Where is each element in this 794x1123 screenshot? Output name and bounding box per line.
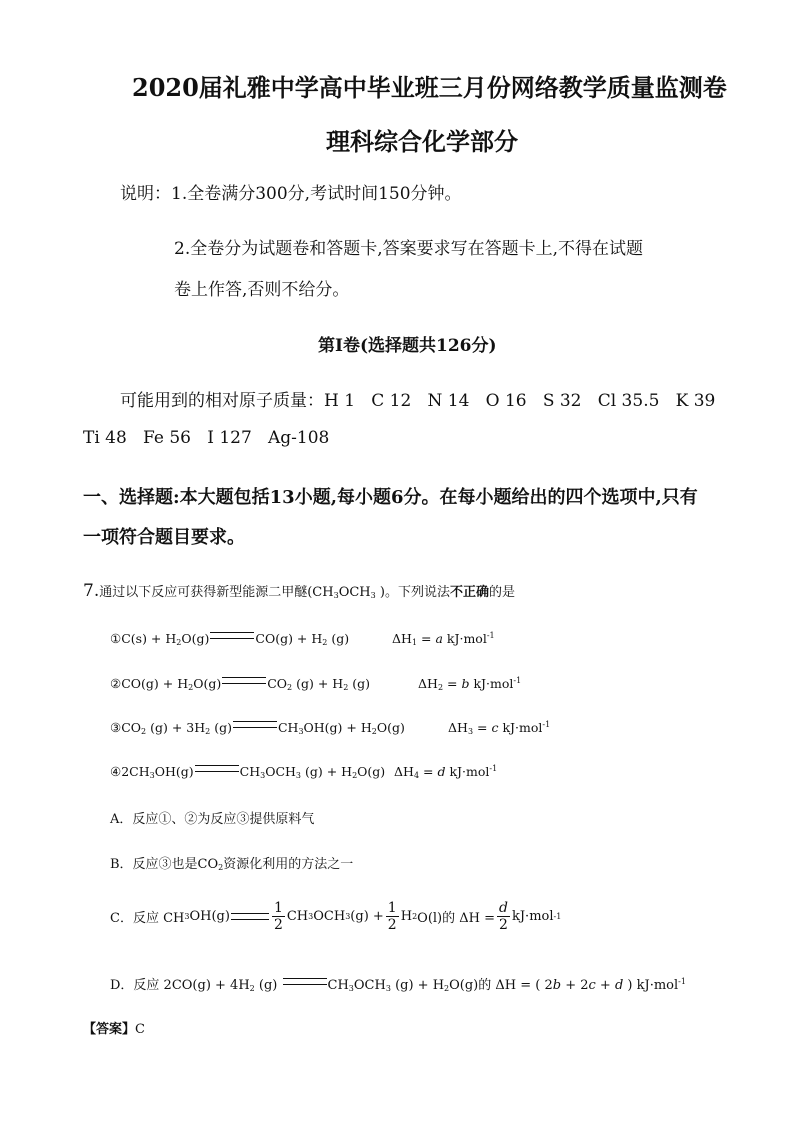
reaction-4-enthalpy: $\Delta H_4 = d$ kJ·mol$^{-1}$ xyxy=(394,764,498,780)
fraction-one-half: $\frac{1}{2}$ xyxy=(387,900,397,933)
reaction-1-enthalpy: $\Delta H_1 = a$ kJ·mol$^{-1}$ xyxy=(392,631,495,647)
emphasis-not-correct: 不正确 xyxy=(449,585,489,600)
exam-subtitle: 理科综合化学部分 xyxy=(326,127,518,156)
option-a: A．反应①、②为反应③提供原料气 xyxy=(110,812,315,827)
question-number: 7. xyxy=(83,581,100,601)
reaction-2-equation: ②CO(g) + $H_2O(g)$ $CO_2$ $(g) + H_2$ (g) xyxy=(110,676,371,692)
notes-item-1: 1.全卷满分300分,考试时间150分钟。 xyxy=(171,184,462,204)
reaction-3-equation: $③CO_2$ $(g) + 3H_2$ (g) $CH_3OH(g) + H_2O(g)$ xyxy=(110,720,405,736)
fraction-one-half: $\frac{1}{2}$ xyxy=(273,900,283,933)
reaction-4-equation: $④2CH_3OH(g)$ $CH_3OCH_3$ $(g) + H_2O(g)$ xyxy=(110,764,386,780)
section-heading-line-1: 一、选择题:本大题包括13小题,每小题6分。在每小题给出的四个选项中,只有 xyxy=(83,487,698,508)
equilibrium-sign xyxy=(283,978,327,985)
reaction-2-enthalpy: $\Delta H_2 = b$ kJ·mol$^{-1}$ xyxy=(418,676,522,692)
atomic-mass-line-1: 可能用到的相对原子质量：H 1 C 12 N 14 O 16 S 32 Cl 35.5 K 39 xyxy=(120,391,716,411)
equilibrium-sign xyxy=(210,632,254,639)
notes-line-1 xyxy=(120,179,462,204)
notes-item-2-line-1: 2.全卷分为试题卷和答题卡,答案要求写在答题卡上,不得在试题 xyxy=(174,239,644,259)
reaction-1-equation: ①C(s) + $H_2O(g) CO(g) + H_2$ (g) xyxy=(110,631,350,647)
question-stem: 7.通过以下反应可获得新型能源二甲醚($CH_3OCH_3$ )。下列说法不正确的是 xyxy=(83,581,515,601)
equilibrium-sign xyxy=(222,677,266,684)
option-c: C．反应 CH 3 OH(g) $\frac{1}{2}$ CH 3 OCH 3 (g) + $\frac{1}{2}$ H 2 O(l)的 ΔH = $\frac{d}{2}$ kJ·mol -1 xyxy=(110,900,562,933)
equilibrium-sign xyxy=(231,913,269,920)
fraction-d-half: $\frac{d}{2}$ xyxy=(499,900,508,933)
part-heading: 第Ⅰ卷(选择题共126分) xyxy=(318,336,497,356)
answer-label: 【答案】 xyxy=(83,1022,136,1037)
equilibrium-sign xyxy=(195,765,239,772)
equilibrium-sign xyxy=(233,721,277,728)
answer xyxy=(83,1018,145,1037)
atomic-mass-line-2: Ti 48 Fe 56 I 127 Ag-108 xyxy=(83,428,330,448)
option-b: B．反应③也是$CO_2$资源化利用的方法之一 xyxy=(110,857,354,872)
exam-title: 2020届礼雅中学高中毕业班三月份网络教学质量监测卷 xyxy=(132,73,727,102)
section-heading-line-2: 一项符合题目要求。 xyxy=(83,527,245,548)
reaction-3-enthalpy: $\Delta H_3 = c$ kJ·mol$^{-1}$ xyxy=(448,720,551,736)
answer-value: C xyxy=(135,1022,145,1037)
notes-item-2-line-2: 卷上作答,否则不给分。 xyxy=(174,280,350,300)
option-d: D．反应 $2CO(g) + 4H_2$ (g) $CH_3OCH_3$ $(g) + H_2O(g)$的 ΔH = ( 2b + 2c + d ) kJ·mol$^{-1}$ xyxy=(110,977,686,993)
notes-label: 说明： xyxy=(120,184,171,204)
